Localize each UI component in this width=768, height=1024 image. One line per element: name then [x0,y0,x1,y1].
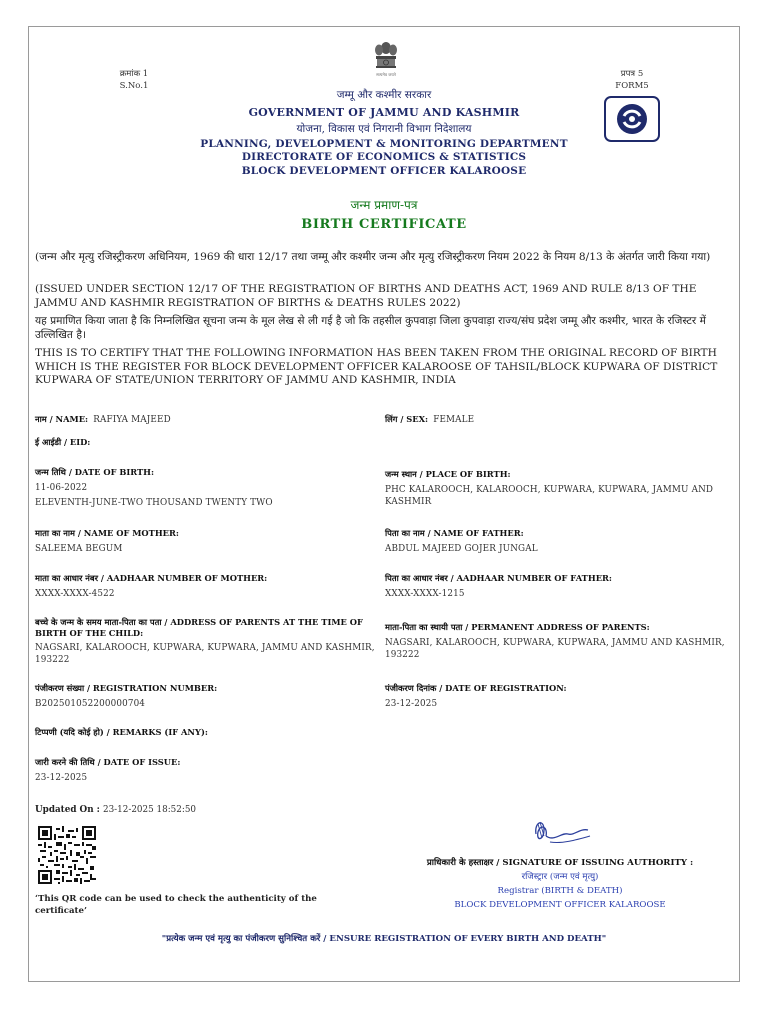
crs-logo-icon [604,96,660,142]
registrar-english: Registrar (BIRTH & DEATH) [497,886,623,896]
father-aadhaar-label: पिता का आधार नंबर / AADHAAR NUMBER OF FATHER: [385,573,612,583]
registration-number-value: B202501052200000704 [35,699,146,709]
emblem-caption: सत्यमेव जयते [376,72,396,77]
updated-on [35,805,196,815]
pob-label: जन्म स्थान / PLACE OF BIRTH: [385,469,511,479]
permanent-address-value: NAGSARI, KALAROOCH, KUPWARA, KUPWARA, JAMMU AND KASHMIR, 193222 [385,638,725,660]
dob-value: 11-06-2022 [35,483,88,493]
signature-label: प्राधिकारी के हस्ताक्षर / SIGNATURE OF ISSUING AUTHORITY : [426,858,694,868]
updated-on-label: Updated On : [35,805,103,815]
issuing-office: BLOCK DEVELOPMENT OFFICER KALAROOSE [454,900,666,910]
serial-english: S.No.1 [119,81,149,91]
mother-aadhaar-label: माता का आधार नंबर / AADHAAR NUMBER OF MOTHER: [35,573,268,583]
address-at-birth-value: NAGSARI, KALAROOCH, KUPWARA, KUPWARA, JAMMU AND KASHMIR, 193222 [35,643,375,665]
gov-english: GOVERNMENT OF JAMMU AND KASHMIR [248,106,520,119]
form-english: FORM5 [615,81,649,91]
remarks-label: टिप्पणी (यदि कोई हो) / REMARKS (IF ANY): [35,727,208,737]
title-english: BIRTH CERTIFICATE [301,217,467,232]
qr-note: ‘This QR code can be used to check the authenticity of the certificate’ [35,894,317,916]
updated-on-value: 23-12-2025 18:52:50 [102,805,197,815]
father-value: ABDUL MAJEED GOJER JUNGAL [385,544,538,554]
sex-value: FEMALE [433,415,475,425]
mother-value: SALEEMA BEGUM [35,544,123,554]
name-field [35,407,380,426]
name-label: NAME: [55,414,89,424]
title-hindi: जन्म प्रमाण-पत्र [350,198,418,212]
dob-words: ELEVENTH-JUNE-TWO THOUSAND TWENTY TWO [35,498,273,508]
father-aadhaar-value: XXXX-XXXX-1215 [385,589,465,599]
registrar-hindi: रजिस्ट्रार (जन्म एवं मृत्यु) [521,872,599,882]
registration-number-label: पंजीकरण संख्या / REGISTRATION NUMBER: [35,683,218,693]
signature-image [528,812,598,852]
footer-slogan: "प्रत्येक जन्म एवं मृत्यु का पंजीकरण सुनिश्चित करें / ENSURE REGISTRATION OF EVERY BIRTH AND DEATH" [161,934,607,944]
registration-date-value: 23-12-2025 [385,699,438,709]
dob-label: जन्म तिथि / DATE OF BIRTH: [35,467,155,477]
sex-field [385,407,725,426]
issued-hindi: (जन्म और मृत्यु रजिस्ट्रीकरण अधिनियम, 1969 की धारा 12/17 तथा जम्मू और कश्मीर जन्म और मृत्यु रजिस्ट्रीकरण नियम 2022 के नियम 8/13 के अंतर्गत जारी किया गया) [35,251,711,263]
mother-aadhaar-value: XXXX-XXXX-4522 [35,589,115,599]
qr-code [38,826,96,884]
address-at-birth-label: बच्चे के जन्म के समय माता-पिता का पता / ADDRESS OF PARENTS AT THE TIME OF BIRTH OF THE CHILD: [35,617,363,638]
name-value: RAFIYA MAJEED [93,415,171,425]
certify-english: THIS IS TO CERTIFY THAT THE FOLLOWING INFORMATION HAS BEEN TAKEN FROM THE ORIGINAL RECORD OF BIRTH WHICH IS THE REGISTER FOR BLOCK DEVELOPMENT OFFICER KALAROOSE OF TAHSIL/BLOCK KUPWARA OF DISTRICT KUPWARA OF STATE/UNION TERRITORY OF JAMMU AND KASHMIR, INDIA [35,347,718,386]
father-label: पिता का नाम / NAME OF FATHER: [385,528,524,538]
serial-hindi: क्रमांक 1 [119,69,149,79]
name-label-hindi: नाम / [35,414,56,424]
pob-value: PHC KALAROOCH, KALAROOCH, KUPWARA, KUPWARA, JAMMU AND KASHMIR [385,485,714,507]
registration-date-label: पंजीकरण दिनांक / DATE OF REGISTRATION: [385,683,567,693]
dept-line-2: DIRECTORATE OF ECONOMICS & STATISTICS [241,151,527,163]
issued-english: (ISSUED UNDER SECTION 12/17 OF THE REGISTRATION OF BIRTHS AND DEATHS ACT, 1969 AND RULE 8/13 OF THE JAMMU AND KASHMIR REGISTRATION OF BIRTHS & DEATHS RULES 2022) [35,283,697,309]
dept-hindi: योजना, विकास एवं निगरानी विभाग निदेशालय [296,123,472,135]
issue-date-value: 23-12-2025 [35,773,88,783]
eid-label: ई आईडी / EID: [35,437,91,447]
mother-label: माता का नाम / NAME OF MOTHER: [35,528,179,538]
permanent-address-label: माता-पिता का स्थायी पता / PERMANENT ADDRESS OF PARENTS: [385,622,650,632]
dept-line-1: PLANNING, DEVELOPMENT & MONITORING DEPARTMENT [200,138,568,150]
sex-label: SEX: [406,414,429,424]
dept-line-3: BLOCK DEVELOPMENT OFFICER KALAROOSE [241,165,527,177]
form-hindi: प्रपत्र 5 [620,69,644,79]
gov-hindi: जम्मू और कश्मीर सरकार [336,89,432,101]
certify-hindi: यह प्रमाणित किया जाता है कि निम्नलिखित सूचना जन्म के मूल लेख से ली गई है जो कि तहसील कुपवाड़ा जिला कुपवाड़ा राज्य/संघ प्रदेश जम्मू और कश्मीर, भारत के रजिस्टर में उल्लिखित है। [35,315,706,341]
issue-date-label: जारी करने की तिथि / DATE OF ISSUE: [35,757,181,767]
sex-label-hindi: लिंग / [385,414,407,424]
